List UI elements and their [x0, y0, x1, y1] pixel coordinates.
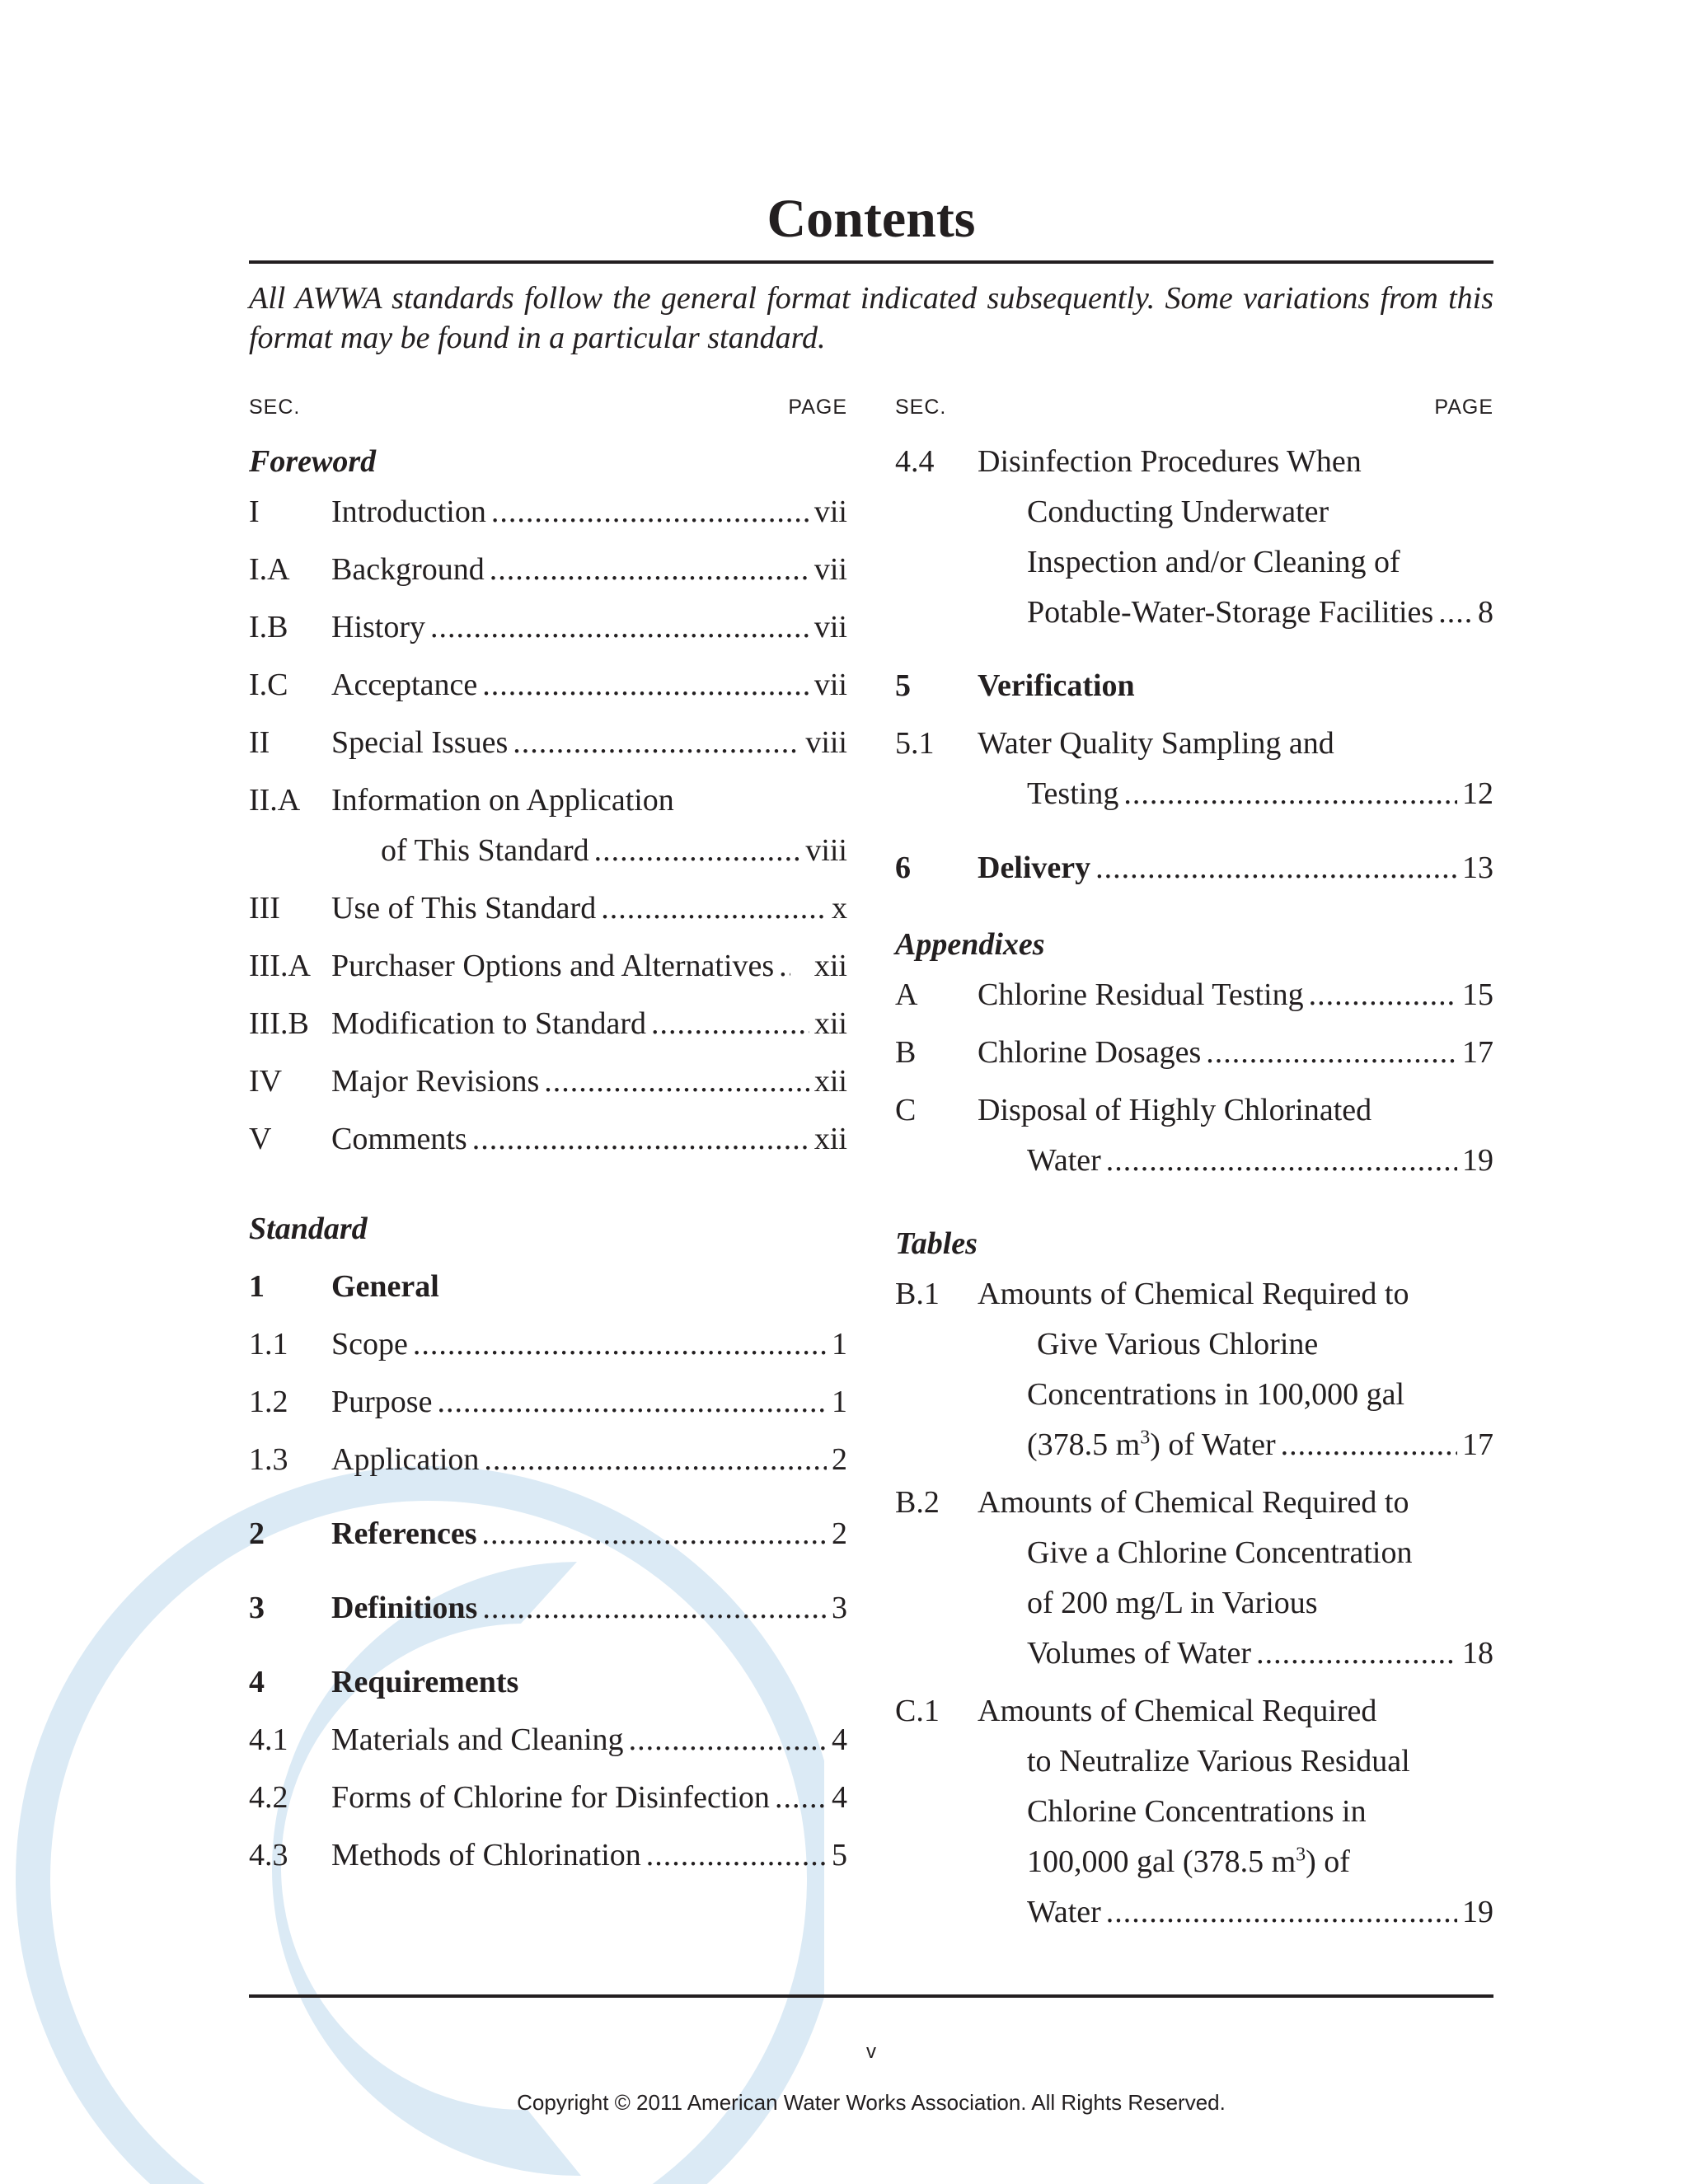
entry-page: vii: [814, 610, 847, 644]
entry-sec: I.A: [249, 552, 290, 587]
entry-sec: IV: [249, 1064, 283, 1099]
toc-entry-5-1[interactable]: [895, 719, 1493, 819]
entry-page: 2: [832, 1516, 847, 1551]
entry-sec: 3: [249, 1591, 265, 1625]
toc-entry-1-3[interactable]: [249, 1435, 847, 1485]
toc-entry-4-2[interactable]: [249, 1773, 847, 1823]
entry-sec: III.B: [249, 1006, 309, 1041]
entry-title: Modification to Standard: [331, 1006, 647, 1041]
entry-sec: 2: [249, 1516, 265, 1551]
entry-sec: II.A: [249, 783, 301, 818]
entry-title: Introduction: [331, 494, 486, 529]
toc-entry-C[interactable]: [895, 1085, 1493, 1186]
entry-title-line3: of 200 mg/L in Various: [1027, 1586, 1318, 1620]
entry-title: Scope: [331, 1327, 408, 1361]
entry-page: vii: [814, 668, 847, 702]
entry-sec: 4.4: [895, 444, 935, 479]
entry-title: References: [331, 1516, 477, 1551]
entry-page: xii: [814, 1006, 847, 1041]
entry-title: Verification: [978, 668, 1135, 703]
entry-title: Major Revisions: [331, 1064, 540, 1099]
toc-entry-4-3[interactable]: [249, 1830, 847, 1881]
entry-page: 15: [1462, 977, 1493, 1012]
entry-title-line2: Give Various Chlorine: [1037, 1327, 1319, 1361]
sec-header: SEC.: [895, 396, 947, 419]
entry-title-continued: of This Standard: [381, 833, 589, 868]
entry-title: Chlorine Residual Testing: [978, 977, 1304, 1012]
entry-title-line4: (378.5 $m^3$) of Water: [1027, 1427, 1276, 1462]
entry-title: Delivery: [978, 851, 1091, 885]
entry-title: Application: [331, 1442, 480, 1477]
entry-title: Disinfection Procedures When: [978, 444, 1362, 479]
entry-sec: C: [895, 1093, 917, 1127]
standard-heading: Standard: [249, 1212, 368, 1246]
entry-title-line2: to Neutralize Various Residual: [1027, 1744, 1410, 1779]
entry-page: 12: [1462, 776, 1493, 811]
entry-title-line4: Potable-Water-Storage Facilities: [1027, 595, 1434, 630]
toc-entry-4-4[interactable]: [895, 437, 1493, 638]
left-column: [249, 392, 847, 1881]
entry-page: 3: [832, 1591, 847, 1625]
toc-entry-B-1[interactable]: [895, 1269, 1493, 1470]
entry-title: Information on Application: [331, 783, 674, 818]
toc-entry-1-2[interactable]: [249, 1377, 847, 1427]
entry-sec: 5: [895, 668, 911, 703]
entry-title: Amounts of Chemical Required: [978, 1694, 1377, 1728]
bottom-rule: [249, 1994, 1493, 1998]
left-column-header: [249, 392, 847, 437]
toc-entry-I-B[interactable]: [249, 602, 847, 653]
page-header: PAGE: [1434, 396, 1493, 419]
entry-title: Amounts of Chemical Required to: [978, 1277, 1409, 1311]
entry-title: Requirements: [331, 1665, 519, 1699]
entry-sec: III: [249, 891, 280, 926]
entry-title: Amounts of Chemical Required to: [978, 1485, 1409, 1520]
toc-entry-1[interactable]: [249, 1262, 847, 1312]
entry-title: Acceptance: [331, 668, 478, 702]
toc-entry-5[interactable]: [895, 661, 1493, 711]
tables-heading: Tables: [895, 1226, 978, 1261]
appendixes-heading: Appendixes: [895, 927, 1045, 962]
entry-title-line2: Testing: [1027, 776, 1119, 811]
entry-title: Purpose: [331, 1385, 433, 1419]
right-column-header: [895, 392, 1493, 437]
entry-sec: 4.2: [249, 1780, 288, 1815]
entry-sec: V: [249, 1122, 272, 1156]
entry-page: x: [832, 891, 847, 926]
toc-entry-6[interactable]: [895, 843, 1493, 893]
entry-title-line4: 100,000 gal (378.5 $m^3$) of: [1027, 1844, 1350, 1879]
entry-page: 17: [1462, 1035, 1493, 1070]
toc-entry-2[interactable]: [249, 1509, 847, 1559]
entry-sec: I: [249, 494, 260, 529]
copyright-notice: Copyright © 2011 American Water Works Association. All Rights Reserved.: [517, 2090, 1226, 2115]
entry-page: 2: [832, 1442, 847, 1477]
entry-sec: 1.1: [249, 1327, 288, 1361]
toc-entry-I-A[interactable]: [249, 545, 847, 595]
entry-title: Background: [331, 552, 485, 587]
entry-page: viii: [805, 833, 847, 868]
entry-sec: B.2: [895, 1485, 940, 1520]
foreword-heading: Foreword: [249, 444, 377, 479]
intro-text: All AWWA standards follow the general format indicated subsequently. Some variations from this format may be found in a particular standard.: [249, 281, 1493, 355]
entry-page: vii: [814, 494, 847, 529]
entry-title-line2: Give a Chlorine Concentration: [1027, 1535, 1413, 1570]
sec-header: SEC.: [249, 396, 301, 419]
toc-entry-3[interactable]: [249, 1583, 847, 1633]
page-number: v: [866, 2041, 876, 2063]
entry-page: 1: [832, 1385, 847, 1419]
entry-page: 17: [1462, 1427, 1493, 1462]
toc-entry-III[interactable]: [249, 883, 847, 934]
entry-title-line4: Volumes of Water: [1027, 1636, 1252, 1671]
entry-page: viii: [805, 725, 847, 760]
entry-title: Chlorine Dosages: [978, 1035, 1202, 1070]
entry-page: 5: [832, 1838, 847, 1872]
entry-title: Disposal of Highly Chlorinated: [978, 1093, 1372, 1127]
entry-sec: C.1: [895, 1694, 940, 1728]
entry-page: xii: [814, 1122, 847, 1156]
entry-sec: B: [895, 1035, 917, 1070]
toc-entry-4[interactable]: [249, 1657, 847, 1708]
entry-page: vii: [814, 552, 847, 587]
entry-title: Methods of Chlorination: [331, 1838, 641, 1872]
entry-sec: II: [249, 725, 270, 760]
page-title: Contents: [767, 189, 976, 249]
entry-sec: 1.2: [249, 1385, 288, 1419]
toc-entry-IV[interactable]: [249, 1057, 847, 1107]
entry-sec: 6: [895, 851, 911, 885]
toc-entry-II-A[interactable]: [249, 776, 847, 876]
toc-entry-B-2[interactable]: [895, 1478, 1493, 1679]
entry-title-line2: Water: [1027, 1143, 1101, 1178]
entry-page: 19: [1462, 1895, 1493, 1929]
toc-entry-1-1[interactable]: [249, 1319, 847, 1370]
toc-entry-B[interactable]: [895, 1028, 1493, 1078]
entry-title-line3: Chlorine Concentrations in: [1027, 1794, 1367, 1829]
entry-title-line2: Conducting Underwater: [1027, 494, 1329, 529]
entry-page: 13: [1462, 851, 1493, 885]
entry-title: History: [331, 610, 425, 644]
right-column: [895, 392, 1493, 1938]
entry-title: Purchaser Options and Alternatives: [331, 949, 775, 983]
entry-sec: A: [895, 977, 918, 1012]
toc-entry-III-B[interactable]: [249, 999, 847, 1049]
toc-entry-II[interactable]: [249, 718, 847, 768]
entry-page: 1: [832, 1327, 847, 1361]
entry-page: 4: [832, 1722, 847, 1757]
page-header: PAGE: [788, 396, 847, 419]
toc-entry-I[interactable]: [249, 487, 847, 537]
entry-title: Definitions: [331, 1591, 478, 1625]
entry-sec: B.1: [895, 1277, 940, 1311]
entry-title: Water Quality Sampling and: [978, 726, 1334, 761]
entry-title: Forms of Chlorine for Disinfection: [331, 1780, 770, 1815]
entry-sec: 1.3: [249, 1442, 288, 1477]
toc-entry-III-A[interactable]: [249, 941, 847, 991]
entry-title: Materials and Cleaning: [331, 1722, 624, 1757]
entry-page: 8: [1478, 595, 1493, 630]
toc-entry-4-1[interactable]: [249, 1715, 847, 1765]
entry-sec: 5.1: [895, 726, 935, 761]
entry-sec: 4.3: [249, 1838, 288, 1872]
top-rule: [249, 260, 1493, 264]
toc-entry-I-C[interactable]: [249, 660, 847, 710]
entry-title-line5: Water: [1027, 1895, 1101, 1929]
entry-title-line3: Inspection and/or Cleaning of: [1027, 545, 1400, 579]
entry-page: 19: [1462, 1143, 1493, 1178]
toc-entry-C-1[interactable]: [895, 1686, 1493, 1938]
entry-sec: III.A: [249, 949, 311, 983]
toc-entry-V[interactable]: [249, 1114, 847, 1165]
entry-page: xii: [814, 1064, 847, 1099]
entry-title: Special Issues: [331, 725, 509, 760]
entry-title: Comments: [331, 1122, 467, 1156]
entry-sec: 4: [249, 1665, 265, 1699]
entry-page: 4: [832, 1780, 847, 1815]
entry-title: General: [331, 1269, 439, 1304]
entry-page: 18: [1462, 1636, 1493, 1671]
entry-sec: 1: [249, 1269, 265, 1304]
entry-title: Use of This Standard: [331, 891, 597, 926]
toc-entry-A[interactable]: [895, 970, 1493, 1020]
entry-title-line3: Concentrations in 100,000 gal: [1027, 1377, 1405, 1412]
entry-sec: I.B: [249, 610, 288, 644]
entry-page: xii: [814, 949, 847, 983]
entry-sec: I.C: [249, 668, 288, 702]
entry-sec: 4.1: [249, 1722, 288, 1757]
